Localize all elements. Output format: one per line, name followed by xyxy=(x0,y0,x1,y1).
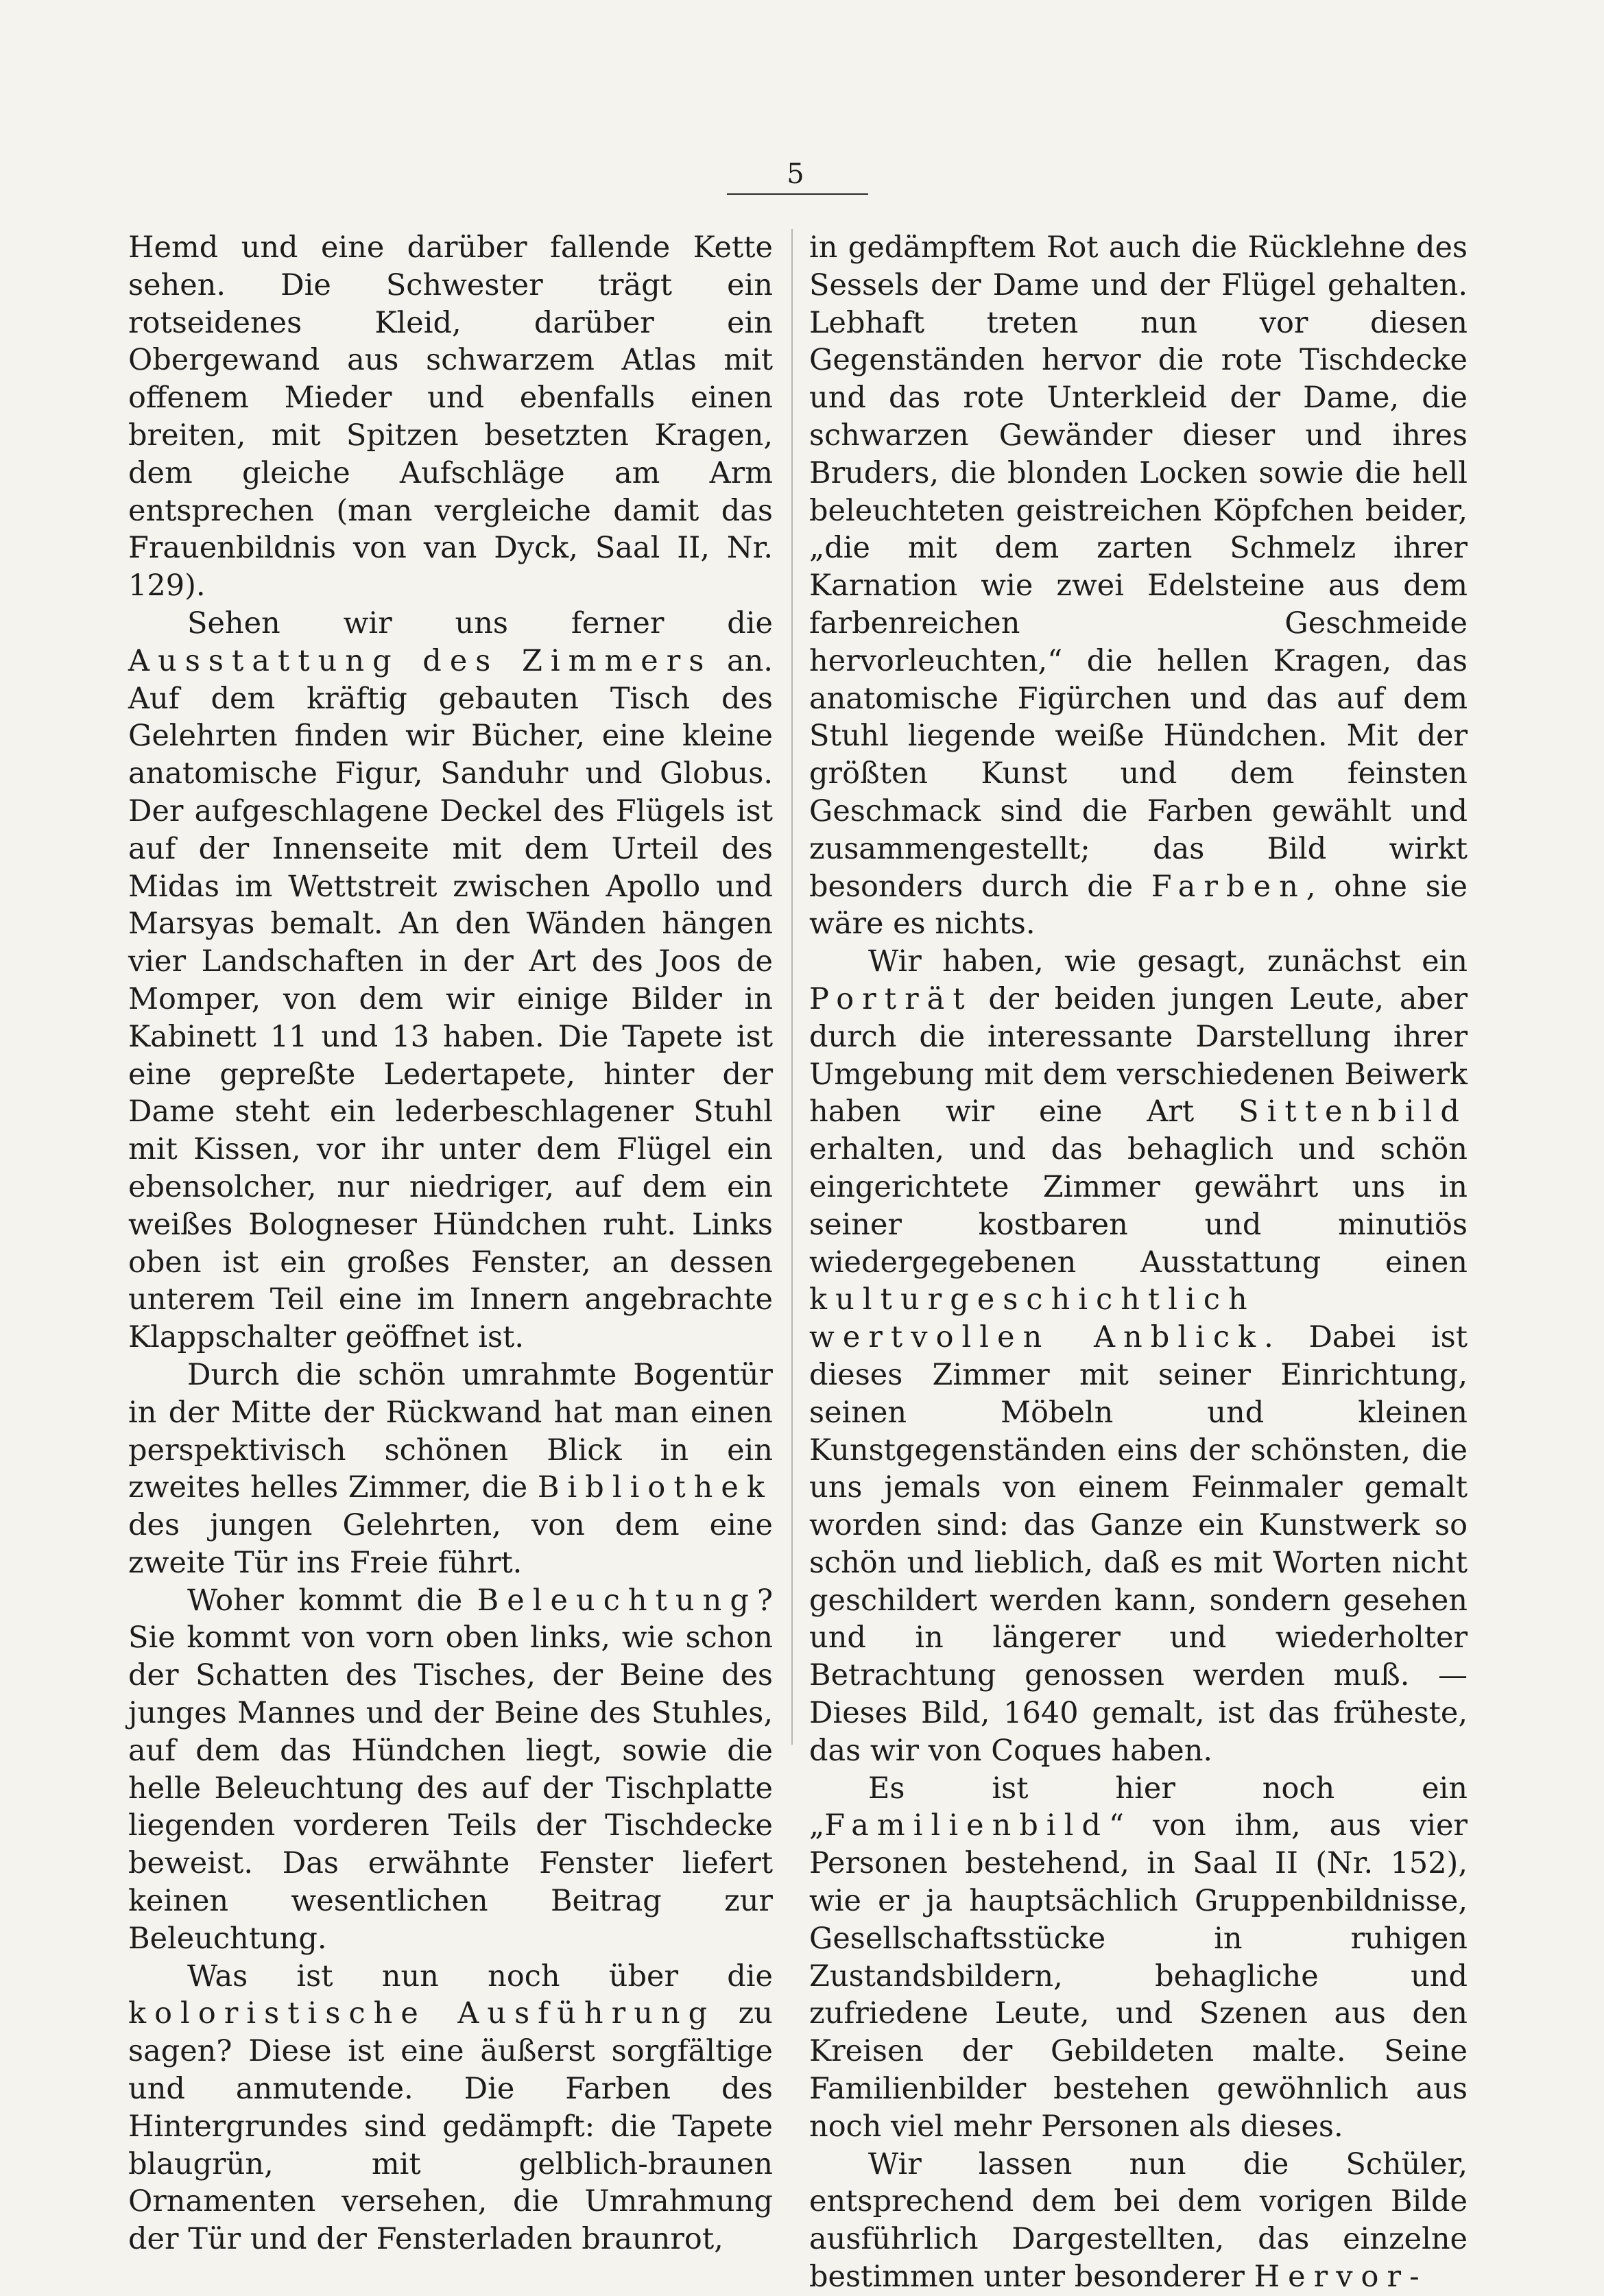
text-run: Was ist nun noch über die xyxy=(187,1959,773,1994)
text-run: Woher kommt die xyxy=(187,1583,477,1618)
paragraph xyxy=(809,943,1468,1770)
text-run: Wir lassen nun die Schüler, entsprechend dem bei dem vorigen Bilde ausführlich Dargestellten, das einzelne bestimmen unter besonderer xyxy=(809,2146,1468,2295)
text-run: , ohne sie wäre es nichts. xyxy=(809,869,1468,942)
text-run: des jungen Gelehrten, von dem eine zweite Tür ins Freie führt. xyxy=(128,1508,773,1580)
spaced-emphasis: Porträt xyxy=(809,981,973,1016)
spaced-emphasis: koloristische Ausführung xyxy=(128,1996,716,2031)
text-run: an. Auf dem kräftig gebauten Tisch des Gelehrten finden wir Bücher, eine kleine anatomische Figur, Sanduhr und Globus. Der aufgeschlagene Deckel des Flügels ist auf der Innenseite mit dem Urteil des Midas im Wettstreit zwischen Apollo und Marsyas bemalt. An den Wänden hängen vier Landschaften in der Art des Joos de Momper, von dem wir einige Bilder in Kabinett 11 und 13 haben. Die Tapete ist eine gepreßte Ledertapete, hinter der Dame steht ein lederbeschlagener Stuhl mit Kissen, vor ihr unter dem Flügel ein ebensolcher, nur niedriger, auf dem ein weißes Bologneser Hündchen ruht. Links oben ist ein großes Fenster, an dessen unterem Teil eine im Innern angebrachte Klappschalter geöffnet ist. xyxy=(128,643,773,1355)
text-run: zu sagen? Diese ist eine äußerst sorgfältige und anmutende. Die Farben des Hintergrundes sind gedämpft: die Tapete blaugrün, mit gelblich-braunen Ornamenten versehen, die Umrahmung der Tür und der Fensterladen braunrot, xyxy=(128,1996,773,2257)
text-run: “ von ihm, aus vier Personen bestehend, in Saal II (Nr. 152), wie er ja hauptsächlich Gruppenbildnisse, Gesellschaftsstücke in ruhigen Zustandsbildern, behagliche und zufriedene Leute, und Szenen aus den Kreisen der Gebildeten malte. Seine Familienbilder bestehen gewöhnlich aus noch viel mehr Personen als dieses. xyxy=(809,1808,1468,2144)
text-run: der beiden jungen Leute, aber durch die interessante Darstellung ihrer Umgebung mit dem verschiedenen Beiwerk haben wir eine Art xyxy=(809,981,1468,1129)
spaced-emphasis: Hervor- xyxy=(1254,2260,1428,2295)
paragraph xyxy=(128,1356,773,1582)
text-run: . Dabei ist dieses Zimmer mit seiner Einrichtung, seinen Möbeln und kleinen Kunstgegenständen eins der schönsten, die uns jemals von einem Feinmaler gemalt worden sind: das Ganze ein Kunstwerk so schön und lieblich, daß es mit Worten nicht geschildert werden kann, sondern gesehen und in längerer und wiederholter Betrachtung genossen werden muß. — Dieses Bild, 1640 gemalt, ist das früheste, das wir von Coques haben. xyxy=(809,1320,1468,1768)
spaced-emphasis: Ausstattung des Zimmers xyxy=(128,643,713,678)
header-rule xyxy=(727,193,868,195)
text-run: Sehen wir uns ferner die xyxy=(187,606,773,641)
text-run: Wir haben, wie gesagt, zunächst ein xyxy=(868,944,1468,979)
text-run: Es ist hier noch ein „ xyxy=(809,1771,1468,1843)
paragraph xyxy=(809,2146,1468,2296)
text-run: Durch die schön umrahmte Bogentür in der Mitte der Rückwand hat man einen perspektivisch schönen Blick in ein zweites helles Zimmer, die xyxy=(128,1357,773,1505)
text-run: ? Sie kommt von vorn oben links, wie schon der Schatten des Tisches, der Beine des junges Mannes und der Beine des Stuhles, auf dem das Hündchen liegt, sowie die helle Beleuchtung des auf der Tischplatte liegenden vorderen Teils der Tischdecke beweist. Das erwähnte Fenster liefert keinen wesentlichen Beitrag zur Beleuchtung. xyxy=(128,1583,773,1956)
spaced-emphasis: Sittenbild xyxy=(1238,1095,1468,1129)
spaced-emphasis: Bibliothek xyxy=(537,1470,773,1505)
right-column xyxy=(809,229,1468,2296)
text-run: Hemd und eine darüber fallende Kette sehen. Die Schwester trägt ein rotseidenes Kleid, darüber ein Obergewand aus schwarzem Atlas mit offenem Mieder und ebenfalls einen breiten, mit Spitzen besetzten Kragen, dem gleiche Aufschläge am Arm entsprechen (man vergleiche damit das Frauenbildnis von van Dyck, Saal II, Nr. 129). xyxy=(128,230,773,603)
page-number: 5 xyxy=(787,158,804,190)
text-run: erhalten, und das behaglich und schön eingerichtete Zimmer gewährt uns in seiner kostbaren und minutiös wiedergegebenen Ausstattung einen xyxy=(809,1132,1468,1280)
spaced-emphasis: kulturgeschichtlich wertvollen Anblick xyxy=(809,1282,1265,1355)
spaced-emphasis: Farben xyxy=(1151,869,1306,904)
left-column xyxy=(128,229,773,2258)
paragraph xyxy=(128,1958,773,2258)
paragraph xyxy=(809,229,1468,943)
paragraph xyxy=(809,1770,1468,2146)
column-divider xyxy=(791,229,793,1745)
spaced-emphasis: Beleuchtung xyxy=(477,1583,757,1618)
paragraph xyxy=(128,605,773,1356)
paragraph xyxy=(128,229,773,605)
paragraph xyxy=(128,1582,773,1958)
spaced-emphasis: Familienbild xyxy=(824,1808,1110,1843)
text-run: in gedämpftem Rot auch die Rücklehne des Sessels der Dame und der Flügel gehalten. Lebhaft treten nun vor diesen Gegenständen hervor die rote Tischdecke und das rote Unterkleid der Dame, die schwarzen Gewänder dieser und ihres Bruders, die blonden Locken sowie die hell beleuchteten geistreichen Köpfchen beider, „die mit dem zarten Schmelz ihrer Karnation wie zwei Edelsteine aus dem farbenreichen Geschmeide hervorleuchten,“ die hellen Kragen, das anatomische Figürchen und das auf dem Stuhl liegende weiße Hündchen. Mit der größten Kunst und dem feinsten Geschmack sind die Farben gewählt und zusammengestellt; das Bild wirkt besonders durch die xyxy=(809,230,1468,904)
